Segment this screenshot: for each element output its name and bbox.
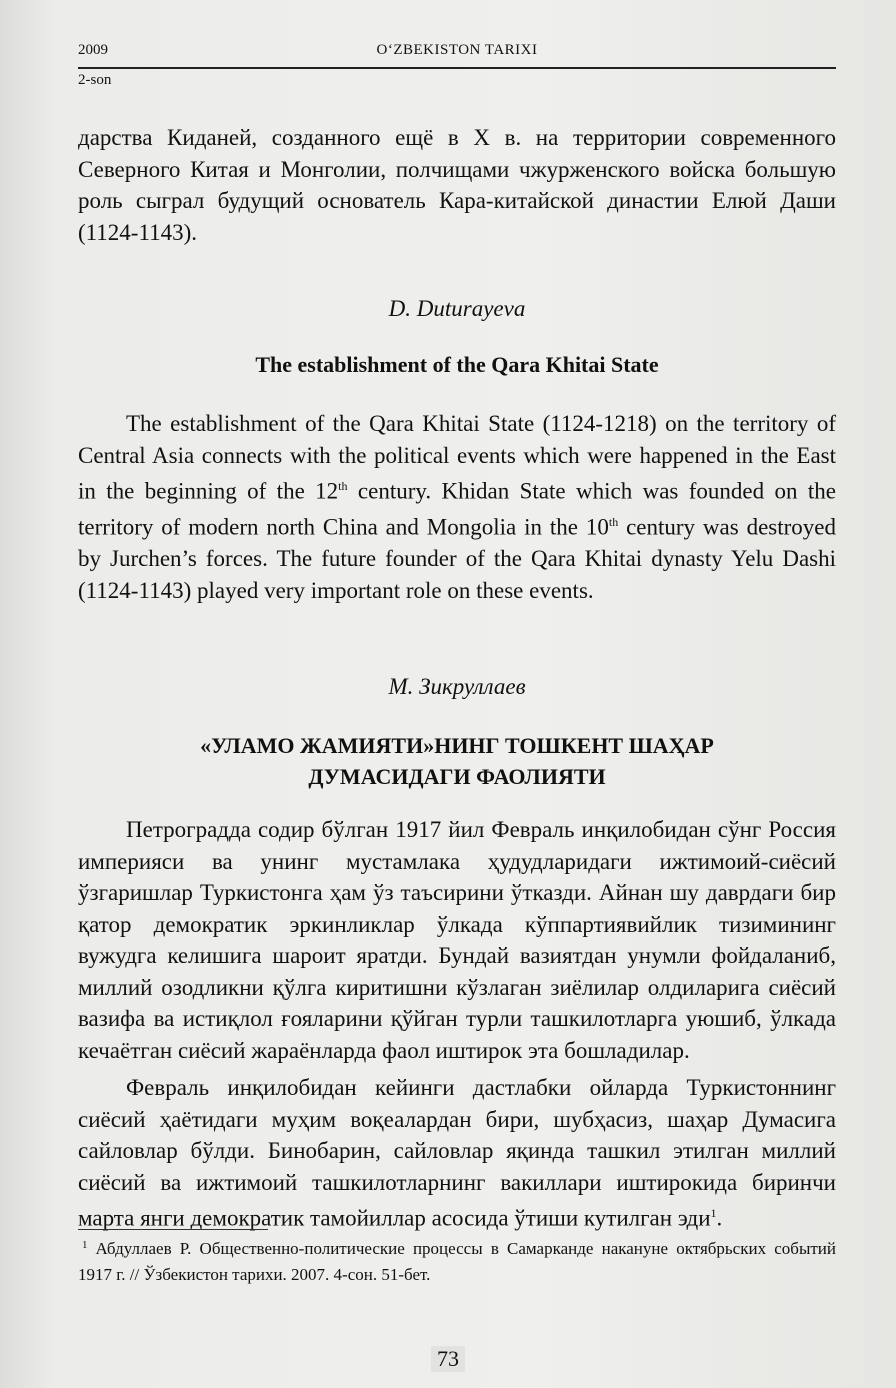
running-header — [78, 42, 836, 86]
page-number-area — [0, 1346, 896, 1372]
superscript-th: th — [608, 515, 619, 530]
intro-paragraph — [78, 122, 836, 248]
abstract-paragraph — [78, 408, 836, 606]
header-issue: 2-son — [78, 72, 112, 88]
footnote-text: Абдуллаев Р. Общественно-политические процессы в Самарканде накануне октябрьских событий 1917 г. // Ўзбекистон тарихи. 2007. 4-сон. 51-бет. — [78, 1239, 836, 1284]
footnote-number: 1 — [82, 1239, 88, 1251]
intro-paragraph-text: дарства Киданей, созданного ещё в X в. на территории современного Северного Китая и Монголии, полчищами чжурженского войска большую роль сыграл будущий основатель Кара-китайской династии Елюй Даши (1124-1143). — [78, 125, 836, 245]
abstract-author: D. Duturayeva — [388, 296, 526, 321]
article-paragraph-2: Февраль инқилобидан кейинги дастлабки ойларда Туркистоннинг сиёсий ҳаётидаги муҳим воқеалардан бири, шубҳасиз, шаҳар Думасига сайловлар бўлди. Бинобарин, сайловлар яқинда ташкил этилган миллий сиёсий ва ижтимоий ташкилотларнинг вакиллари иштирокида биринчи марта янги демократик тамойиллар асосида ўтиши кутилган эди$^1$. — [78, 1075, 836, 1231]
abstract-text-a: The establishment of the Qara Khitai State (1124-1218) on the territory of Central Asia connects with the political events which were happened in the East in the beginning of the 12 — [78, 411, 836, 504]
article-title — [78, 730, 836, 792]
footnote-separator — [78, 1229, 268, 1230]
footnote-reference: 1 — [710, 1206, 717, 1220]
article-paragraph-2-text: Февраль инқилобидан кейинги дастлабки ойларда Туркистоннинг сиёсий ҳаётидаги муҳим воқеалардан бири, шубҳасиз, шаҳар Думасига сайловлар бўлди. Бинобарин, сайловлар яқинда ташкил этилган миллий сиёсий ва ижтимоий ташкилотларнинг вакиллари иштирокида биринчи марта янги демократик тамойиллар асосида ўтиши кутилган эди — [78, 1075, 836, 1231]
article-title-line2: ДУМАСИДАГИ ФАОЛИЯТИ — [308, 764, 606, 789]
abstract-text-b: century. Khidan State which was founded on the territory of modern north China and Mongolia in the 10 — [78, 478, 836, 540]
abstract-title: The establishment of the Qara Khitai State — [255, 352, 659, 377]
article-title-line1: «УЛАМО ЖАМИЯТИ»НИНГ ТОШКЕНТ ШАҲАР — [200, 733, 714, 758]
page-number: 73 — [431, 1346, 465, 1372]
superscript-th: th — [338, 479, 348, 493]
article-paragraph-1 — [78, 814, 836, 1066]
header-rule — [78, 67, 836, 69]
header-journal-title: O‘ZBEKISTON TARIXI — [376, 42, 538, 58]
article-author: М. Зикруллаев — [388, 674, 526, 699]
article-paragraph-1-text: Петроградда содир бўлган 1917 йил Февраль инқилобидан сўнг Россия империяси ва унинг мустамлака ҳудудларидаги ижтимоий-сиёсий ўзгаришлар Туркистонга ҳам ўз таъсирини ўтказди. Айнан шу даврдаги бир қатор демократик эркинликлар ўлкада кўппартиявийлик тизимининг вужудга келишига шароит яратди. Бундай вазиятдан унумли фойдаланиб, миллий озодликни қўлга киритишни кўзлаган зиёлилар олдиларига сиёсий вазифа ва истиқлол ғояларини қўйган турли ташкилотларга уюшиб, ўлкада кечаётган сиёсий жараёнларда фаол иштирок эта бошладилар. — [78, 817, 836, 1063]
footnote — [78, 1237, 836, 1287]
abstract-text-c: century was destroyed by Jurchen’s forces. The future founder of the Qara Khitai dynasty Yelu Dashi (1124-1143) played very important role on these events. — [78, 514, 837, 603]
header-year: 2009 — [78, 42, 108, 58]
